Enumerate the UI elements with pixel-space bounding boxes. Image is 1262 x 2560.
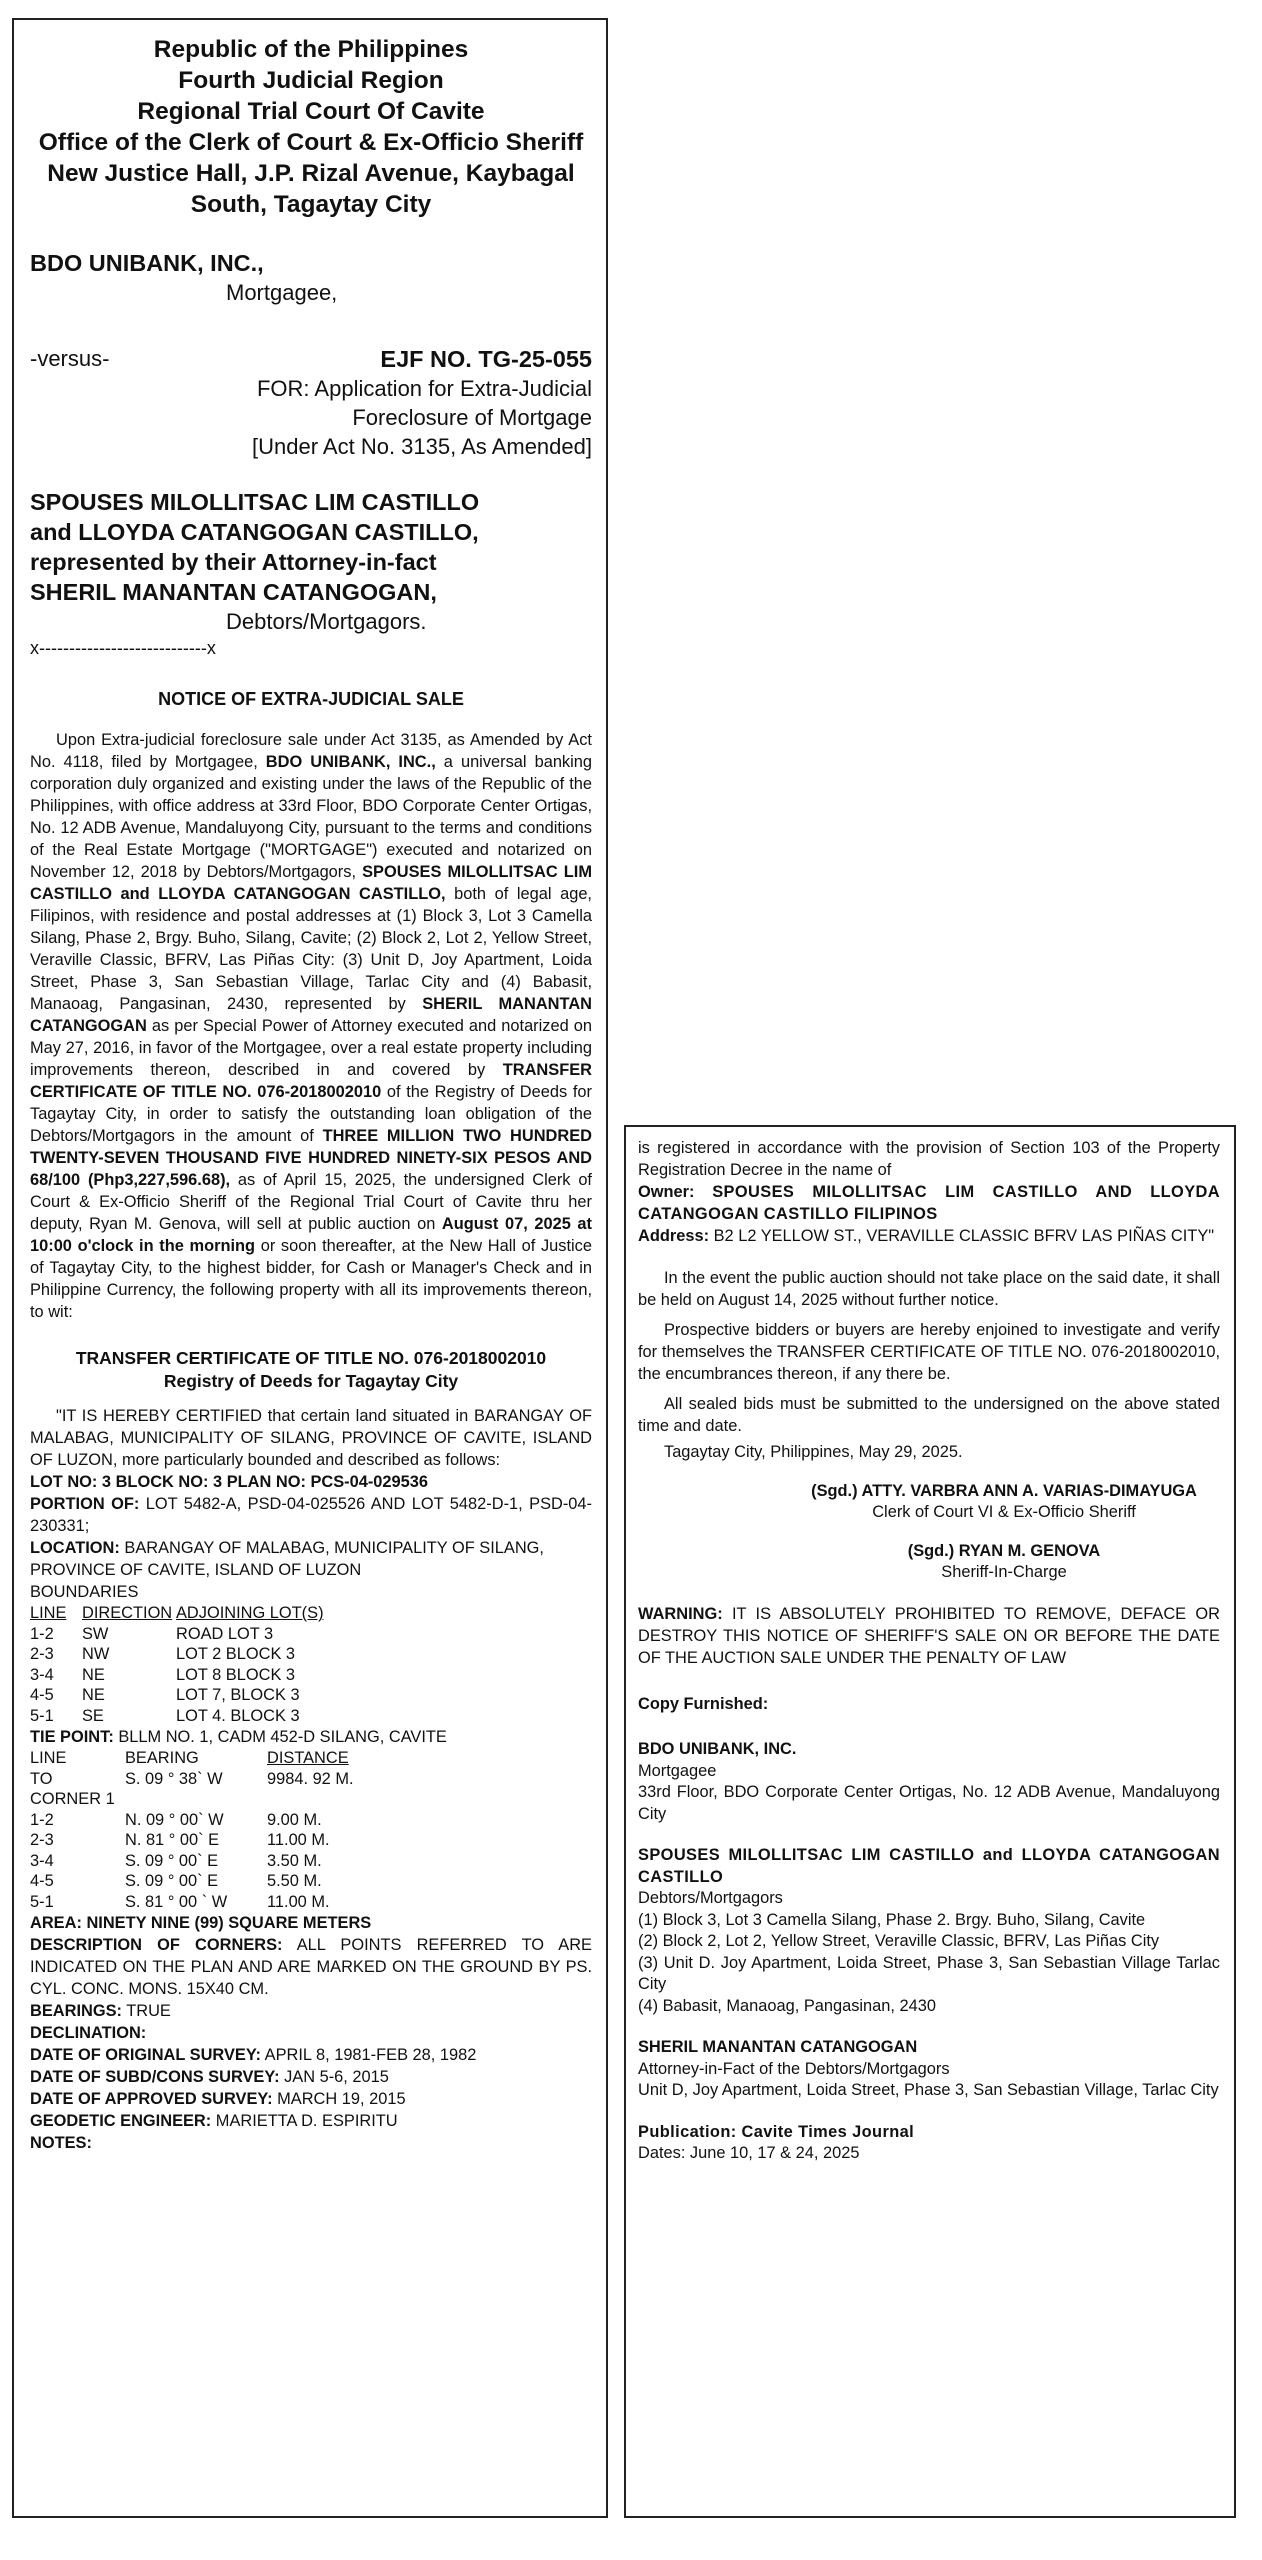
- table-cell: S. 09 ° 00` E: [125, 1851, 219, 1870]
- publication-name: Publication: Cavite Times Journal: [638, 2122, 915, 2141]
- case-row: [30, 344, 592, 374]
- bearing-table: [30, 1748, 592, 1912]
- signatory-title: Clerk of Court VI & Ex-Officio Sheriff: [872, 1503, 1136, 1521]
- table-header: LINE: [30, 1749, 67, 1767]
- description-of-corners: DESCRIPTION OF CORNERS: ALL POINTS REFERRED TO ARE INDICATED ON THE PLAN AND ARE MARKED ON THE GROUND BY PS. CYL. CONC. MONS. 15X40 CM.: [30, 1936, 592, 1998]
- tie-point: TIE POINT: BLLM NO. 1, CADM 452-D SILANG, CAVITE: [30, 1728, 447, 1746]
- publication-dates: Dates: June 10, 17 & 24, 2025: [638, 2144, 860, 2162]
- table-cell: TO CORNER 1: [30, 1769, 115, 1808]
- defendant-line: SHERIL MANANTAN CATANGOGAN,: [30, 579, 437, 605]
- declination: DECLINATION:: [30, 2024, 147, 2042]
- purpose-line: Foreclosure of Mortgage: [352, 405, 592, 430]
- body-paragraph: Upon Extra-judicial foreclosure sale under Act 3135, as Amended by Act No. 4118, filed by Mortgagee, BDO UNIBANK, INC., a universal banking corporation duly organized and existing under the laws of the Republic of the Philippines, with office address at 33rd Floor, BDO Corporate Center Ortigas, No. 12 ADB Avenue, Mandaluyong City, pursuant to the terms and conditions of the Real Estate Mortgage ("MORTGAGE") executed and notarized on November 12, 2018 by Debtors/Mortgagors, SPOUSES MILOLLITSAC LIM CASTILLO and LLOYDA CATANGOGAN CASTILLO, both of legal age, Filipinos, with residence and postal addresses at (1) Block 3, Lot 3 Camella Silang, Phase 2, Brgy. Buho, Silang, Cavite; (2) Block 2, Lot 2, Yellow Street, Veraville Classic, BFRV, Las Piñas City: (3) Unit D, Joy Apartment, Loida Street, Phase 3, San Sebastian Village, Tarlac City and (4) Babasit, Manaoag, Pangasinan, 2430, represented by SHERIL MANANTAN CATANGOGAN as per Special Power of Attorney executed and notarized on May 27, 2016, in favor of the Mortgagee, over a real estate property including improvements thereon, described in and covered by TRANSFER CERTIFICATE OF TITLE NO. 076-2018002010 of the Registry of Deeds for Tagaytay City, in order to satisfy the outstanding loan obligation of the Debtors/Mortgagors in the amount of THREE MILLION TWO HUNDRED TWENTY-SEVEN THOUSAND FIVE HUNDRED NINETY-SIX PESOS AND 68/100 (Php3,227,596.68), as of April 15, 2025, the undersigned Clerk of Court & Ex-Officio Sheriff of the Regional Trial Court of Cavite thru her deputy, Ryan M. Genova, will sell at public auction on August 07, 2025 at 10:00 o'clock in the morning or soon thereafter, at the New Hall of Justice of Tagaytay City, to the highest bidder, for Cash or Manager's Check and in Philippine Currency, the following property with all its improvements thereon, to wit:: [30, 731, 593, 1321]
- copy-recipient: SPOUSES MILOLLITSAC LIM CASTILLO and LLOYDA CATANGOGAN CASTILLO Debtors/Mortgagors (1) Block 3, Lot 3 Camella Silang, Phase 2. Brgy. Buho, Silang, Cavite (2) Block 2, Lot 2, Yellow Street, Veraville Classic, BFRV, Las Piñas City (3) Unit D. Joy Apartment, Loida Street, Phase 3, San Sebastian Village Tarlac City (4) Babasit, Manaoag, Pangasinan, 2430: [638, 1846, 1220, 2015]
- copy-recipient: BDO UNIBANK, INC. Mortgagee 33rd Floor, BDO Corporate Center Ortigas, No. 12 ADB Avenue, Mandaluyong City: [638, 1740, 1220, 1823]
- table-cell: 9.00 M.: [267, 1810, 322, 1829]
- notes: NOTES:: [30, 2134, 92, 2152]
- header-line: Fourth Judicial Region: [178, 67, 444, 94]
- case-number: EJF NO. TG-25-055: [380, 346, 592, 372]
- recipient-name: SHERIL MANANTAN CATANGOGAN: [638, 2038, 918, 2056]
- defendant-role: Debtors/Mortgagors.: [226, 609, 427, 634]
- owner: Owner: SPOUSES MILOLLITSAC LIM CASTILLO AND LLOYDA CATANGOGAN CASTILLO FILIPINOS: [638, 1183, 1220, 1223]
- bearings: BEARINGS: TRUE: [30, 2002, 171, 2020]
- defendant-line: SPOUSES MILOLLITSAC LIM CASTILLO: [30, 489, 480, 515]
- geodetic-engineer: GEODETIC ENGINEER: MARIETTA D. ESPIRITU: [30, 2112, 398, 2130]
- versus-label: -versus-: [30, 346, 110, 371]
- table-cell: 4-5: [30, 1686, 54, 1704]
- caption-separator: x----------------------------x: [30, 638, 216, 658]
- table-header: LINE: [30, 1604, 67, 1622]
- case-purpose: [30, 374, 592, 461]
- table-header: ADJOINING LOT(S): [176, 1604, 324, 1622]
- recipient-name: BDO UNIBANK, INC.: [638, 1740, 797, 1758]
- table-cell: LOT 4. BLOCK 3: [176, 1706, 300, 1725]
- original-survey-date: DATE OF ORIGINAL SURVEY: APRIL 8, 1981-FEB 28, 1982: [30, 2046, 477, 2064]
- header-line: Republic of the Philippines: [153, 36, 469, 63]
- table-cell: N. 09 ° 00` W: [125, 1810, 224, 1829]
- tct-title: TRANSFER CERTIFICATE OF TITLE NO. 076-2018002010 Registry of Deeds for Tagaytay City: [75, 1348, 547, 1391]
- court-header: [30, 34, 592, 220]
- table-header: DISTANCE: [267, 1749, 349, 1767]
- table-cell: 5.50 M.: [267, 1872, 322, 1890]
- subd-survey-date: DATE OF SUBD/CONS SURVEY: JAN 5-6, 2015: [30, 2068, 389, 2086]
- table-cell: NE: [82, 1686, 105, 1704]
- defendant-names: [30, 487, 592, 607]
- bidders-notice: Prospective bidders or buyers are hereby enjoined to investigate and verify for themselves the TRANSFER CERTIFICATE OF TITLE NO. 076-2018002010, the encumbrances thereon, if any there be.: [638, 1321, 1220, 1383]
- place-date: Tagaytay City, Philippines, May 29, 2025.: [664, 1443, 963, 1461]
- signatory-name: (Sgd.) ATTY. VARBRA ANN A. VARIAS-DIMAYUGA: [811, 1482, 1197, 1500]
- table-cell: LOT 7, BLOCK 3: [176, 1686, 300, 1704]
- table-cell: 1-2: [30, 1624, 54, 1643]
- signatory-name: (Sgd.) RYAN M. GENOVA: [907, 1542, 1101, 1560]
- tct-certification: "IT IS HEREBY CERTIFIED that certain land situated in BARANGAY OF MALABAG, MUNICIPALITY OF SILANG, PROVINCE OF CAVITE, ISLAND OF LUZON, more particularly bounded and described as follows:: [30, 1407, 592, 1469]
- table-cell: SE: [82, 1706, 104, 1725]
- table-cell: NW: [82, 1645, 110, 1663]
- table-cell: S. 09 ° 00` E: [125, 1872, 219, 1890]
- location: LOCATION: BARANGAY OF MALABAG, MUNICIPALITY OF SILANG, PROVINCE OF CAVITE, ISLAND OF LUZON: [30, 1539, 544, 1579]
- signatory-title: Sheriff-In-Charge: [941, 1563, 1067, 1581]
- purpose-line: [Under Act No. 3135, As Amended]: [252, 434, 592, 459]
- portion-of: PORTION OF: LOT 5482-A, PSD-04-025526 AND LOT 5482-D-1, PSD-04-230331;: [30, 1495, 592, 1535]
- area: AREA: NINETY NINE (99) SQUARE METERS: [30, 1914, 372, 1932]
- table-cell: 11.00 M.: [267, 1831, 330, 1849]
- header-line: Regional Trial Court Of Cavite: [137, 98, 485, 125]
- table-cell: S. 81 ° 00 ` W: [125, 1892, 228, 1911]
- plaintiff-name: BDO UNIBANK, INC.,: [30, 250, 264, 276]
- purpose-line: FOR: Application for Extra-Judicial: [256, 376, 592, 401]
- owner-address: Address: B2 L2 YELLOW ST., VERAVILLE CLASSIC BFRV LAS PIÑAS CITY": [638, 1227, 1215, 1245]
- notice-title: NOTICE OF EXTRA-JUDICIAL SALE: [158, 689, 464, 709]
- boundaries-label: BOUNDARIES: [30, 1583, 139, 1601]
- table-cell: 5-1: [30, 1706, 54, 1725]
- table-cell: 3.50 M.: [267, 1851, 322, 1870]
- table-cell: LOT 8 BLOCK 3: [176, 1665, 296, 1684]
- table-cell: ROAD LOT 3: [176, 1624, 274, 1643]
- table-cell: LOT 2 BLOCK 3: [176, 1645, 296, 1663]
- publication-info: [638, 2122, 1220, 2165]
- warning-notice: WARNING: IT IS ABSOLUTELY PROHIBITED TO REMOVE, DEFACE OR DESTROY THIS NOTICE OF SHERIFF'S SALE ON OR BEFORE THE DATE OF THE AUCTION SALE UNDER THE PENALTY OF LAW: [638, 1605, 1220, 1667]
- table-cell: 9984. 92 M.: [267, 1769, 354, 1788]
- copy-recipient: SHERIL MANANTAN CATANGOGAN Attorney-in-Fact of the Debtors/Mortgagors Unit D, Joy Apartment, Loida Street, Phase 3, San Sebastian Village, Tarlac City: [638, 2038, 1219, 2099]
- notice-column-right: [624, 1125, 1236, 2518]
- plaintiff-role: Mortgagee,: [226, 280, 338, 305]
- table-header: BEARING: [125, 1749, 199, 1767]
- table-cell: 5-1: [30, 1892, 54, 1911]
- table-header: DIRECTION: [82, 1604, 173, 1622]
- header-line: Office of the Clerk of Court & Ex-Officio Sheriff: [38, 129, 584, 156]
- table-cell: 4-5: [30, 1872, 54, 1890]
- table-cell: 2-3: [30, 1645, 54, 1663]
- continuation-text: is registered in accordance with the provision of Section 103 of the Property Registration Decree in the name of: [638, 1139, 1220, 1179]
- recipient-name: SPOUSES MILOLLITSAC LIM CASTILLO and LLOYDA CATANGOGAN CASTILLO: [638, 1846, 1220, 1886]
- table-cell: N. 81 ° 00` E: [125, 1831, 220, 1849]
- signatory-clerk: [638, 1481, 1220, 1523]
- defendant-line: and LLOYDA CATANGOGAN CASTILLO,: [30, 519, 479, 545]
- signatory-sheriff: [638, 1541, 1220, 1583]
- table-cell: NE: [82, 1665, 105, 1684]
- approved-survey-date: DATE OF APPROVED SURVEY: MARCH 19, 2015: [30, 2090, 406, 2108]
- header-line: New Justice Hall, J.P. Rizal Avenue, Kaybagal: [47, 160, 575, 187]
- sealed-bids: All sealed bids must be submitted to the undersigned on the above stated time and date.: [638, 1395, 1220, 1435]
- table-cell: SW: [82, 1624, 109, 1643]
- table-cell: 3-4: [30, 1665, 54, 1684]
- lot-info: LOT NO: 3 BLOCK NO: 3 PLAN NO: PCS-04-029536: [30, 1473, 429, 1491]
- auction-reschedule: In the event the public auction should not take place on the said date, it shall be held on August 14, 2025 without further notice.: [638, 1269, 1220, 1309]
- notice-column-left: [12, 18, 608, 2518]
- defendant-line: represented by their Attorney-in-fact: [30, 549, 437, 575]
- table-cell: S. 09 ° 38` W: [125, 1769, 223, 1788]
- boundaries-table: [30, 1603, 592, 1726]
- header-line: South, Tagaytay City: [190, 191, 432, 218]
- copy-furnished-label: Copy Furnished:: [638, 1695, 769, 1713]
- table-cell: 2-3: [30, 1831, 54, 1849]
- table-cell: 3-4: [30, 1851, 54, 1870]
- table-cell: 11.00 M.: [267, 1892, 330, 1911]
- table-cell: 1-2: [30, 1810, 54, 1829]
